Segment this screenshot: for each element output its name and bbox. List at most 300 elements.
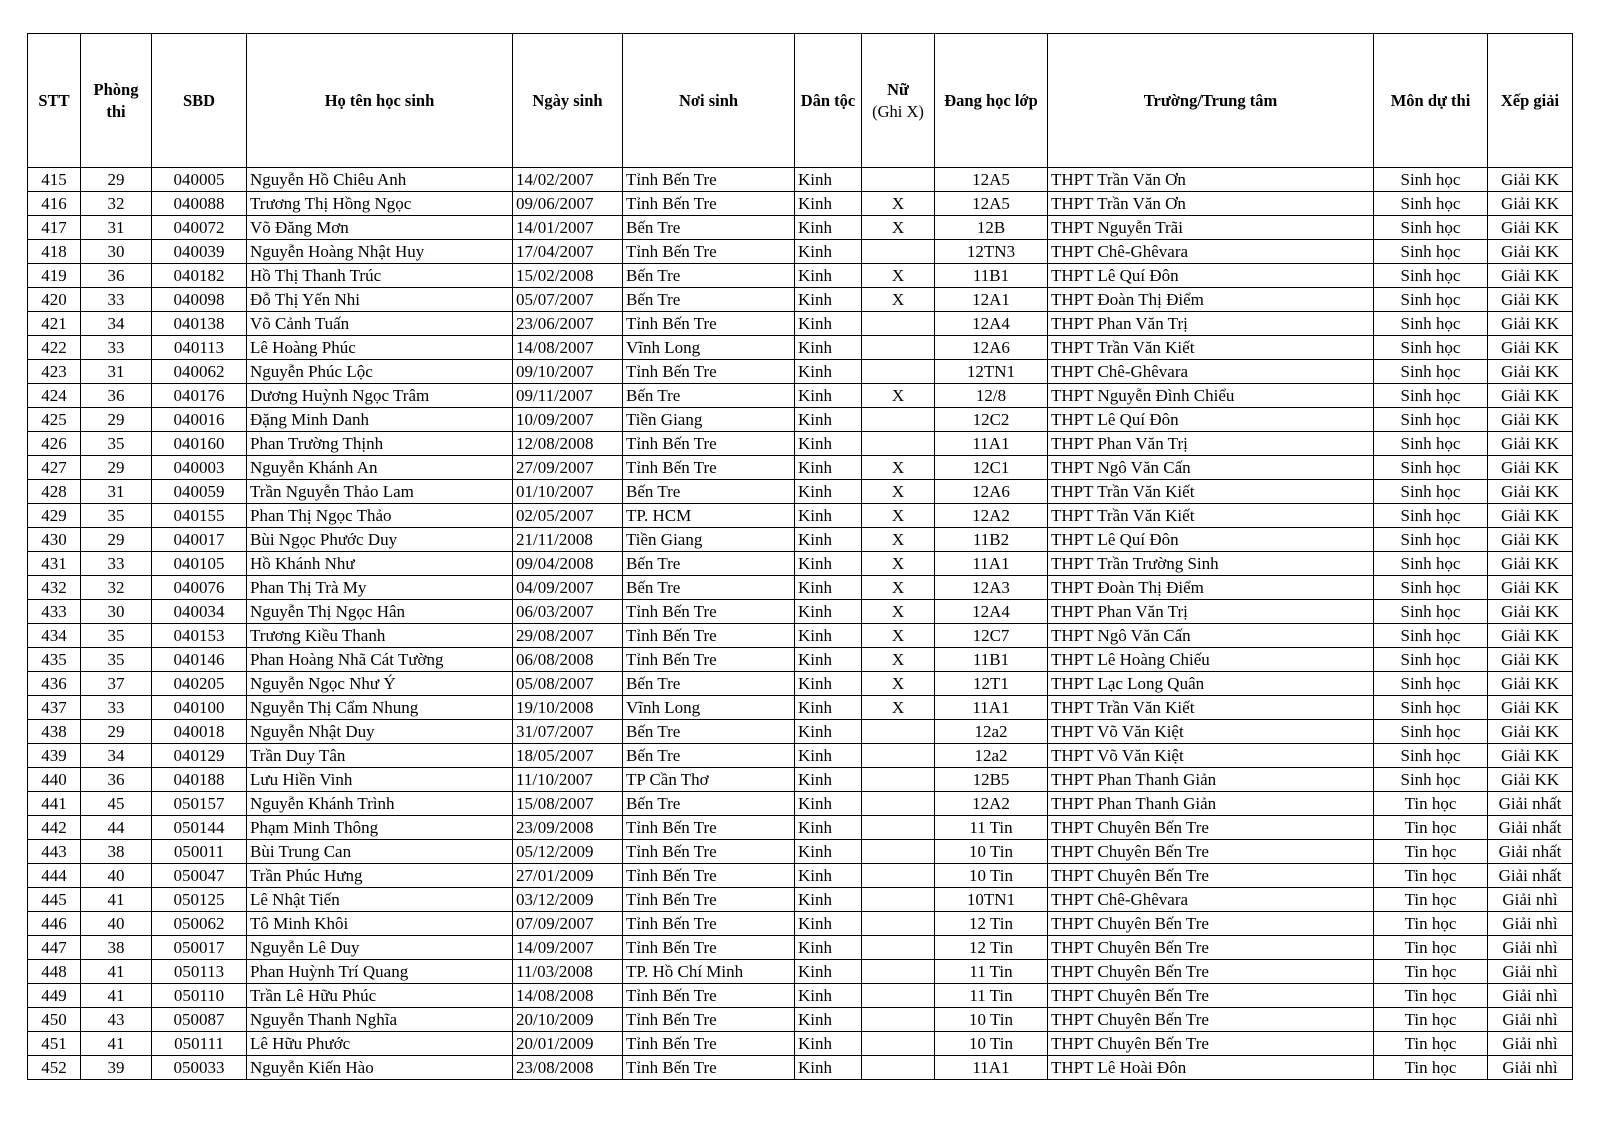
- cell-truong: THPT Ngô Văn Cấn: [1048, 456, 1374, 480]
- cell-ngay-sinh: 14/02/2007: [513, 168, 623, 192]
- cell-ngay-sinh: 29/08/2007: [513, 624, 623, 648]
- cell-lop: 11B1: [935, 264, 1048, 288]
- cell-sbd: 040017: [152, 528, 247, 552]
- cell-nu: X: [862, 480, 935, 504]
- cell-lop: 10 Tin: [935, 1008, 1048, 1032]
- cell-mon: Sinh học: [1374, 624, 1488, 648]
- cell-phong-thi: 36: [81, 768, 152, 792]
- cell-nu: X: [862, 696, 935, 720]
- cell-ngay-sinh: 03/12/2009: [513, 888, 623, 912]
- cell-noi-sinh: Tỉnh Bến Tre: [623, 936, 795, 960]
- table-row: [28, 960, 1573, 984]
- cell-xep-giai: Giải KK: [1488, 672, 1573, 696]
- cell-dan-toc: Kinh: [795, 168, 862, 192]
- cell-sbd: 040100: [152, 696, 247, 720]
- cell-sbd: 040076: [152, 576, 247, 600]
- cell-sbd: 040129: [152, 744, 247, 768]
- cell-noi-sinh: Tỉnh Bến Tre: [623, 840, 795, 864]
- cell-mon: Tin học: [1374, 936, 1488, 960]
- cell-sbd: 040059: [152, 480, 247, 504]
- cell-phong-thi: 33: [81, 288, 152, 312]
- cell-dan-toc: Kinh: [795, 864, 862, 888]
- cell-truong: THPT Trần Trường Sinh: [1048, 552, 1374, 576]
- cell-nu: [862, 1008, 935, 1032]
- cell-phong-thi: 33: [81, 336, 152, 360]
- cell-dan-toc: Kinh: [795, 1008, 862, 1032]
- table-row: [28, 672, 1573, 696]
- table-body: [28, 168, 1573, 1080]
- cell-ho-ten: Phan Thị Trà My: [247, 576, 513, 600]
- cell-stt: 443: [28, 840, 81, 864]
- table-row: [28, 576, 1573, 600]
- cell-ho-ten: Lê Hữu Phước: [247, 1032, 513, 1056]
- header-truong: Trường/Trung tâm: [1048, 34, 1374, 168]
- cell-mon: Tin học: [1374, 888, 1488, 912]
- cell-mon: Sinh học: [1374, 432, 1488, 456]
- cell-mon: Sinh học: [1374, 648, 1488, 672]
- cell-stt: 419: [28, 264, 81, 288]
- cell-lop: 10 Tin: [935, 1032, 1048, 1056]
- table-row: [28, 720, 1573, 744]
- cell-sbd: 050113: [152, 960, 247, 984]
- cell-ho-ten: Hồ Thị Thanh Trúc: [247, 264, 513, 288]
- cell-xep-giai: Giải KK: [1488, 768, 1573, 792]
- header-mon: Môn dự thi: [1374, 34, 1488, 168]
- cell-mon: Tin học: [1374, 1008, 1488, 1032]
- cell-dan-toc: Kinh: [795, 672, 862, 696]
- cell-lop: 12 Tin: [935, 936, 1048, 960]
- cell-xep-giai: Giải nhì: [1488, 936, 1573, 960]
- cell-ho-ten: Phan Hoàng Nhã Cát Tường: [247, 648, 513, 672]
- cell-mon: Sinh học: [1374, 192, 1488, 216]
- cell-truong: THPT Phan Văn Trị: [1048, 432, 1374, 456]
- cell-sbd: 050111: [152, 1032, 247, 1056]
- cell-dan-toc: Kinh: [795, 768, 862, 792]
- cell-ho-ten: Nguyễn Khánh Trình: [247, 792, 513, 816]
- cell-ngay-sinh: 05/12/2009: [513, 840, 623, 864]
- cell-stt: 426: [28, 432, 81, 456]
- cell-nu: [862, 720, 935, 744]
- cell-sbd: 040160: [152, 432, 247, 456]
- cell-dan-toc: Kinh: [795, 744, 862, 768]
- table-row: [28, 888, 1573, 912]
- table-row: [28, 648, 1573, 672]
- cell-stt: 451: [28, 1032, 81, 1056]
- cell-lop: 12A5: [935, 192, 1048, 216]
- table-row: [28, 384, 1573, 408]
- cell-ngay-sinh: 21/11/2008: [513, 528, 623, 552]
- cell-noi-sinh: Bến Tre: [623, 480, 795, 504]
- cell-xep-giai: Giải KK: [1488, 456, 1573, 480]
- cell-xep-giai: Giải nhì: [1488, 1008, 1573, 1032]
- cell-ho-ten: Phan Thị Ngọc Thảo: [247, 504, 513, 528]
- cell-mon: Tin học: [1374, 1032, 1488, 1056]
- cell-ho-ten: Trần Phúc Hưng: [247, 864, 513, 888]
- cell-lop: 11B1: [935, 648, 1048, 672]
- cell-stt: 431: [28, 552, 81, 576]
- table-row: [28, 288, 1573, 312]
- cell-truong: THPT Lê Quí Đôn: [1048, 408, 1374, 432]
- cell-lop: 11A1: [935, 432, 1048, 456]
- cell-nu: X: [862, 216, 935, 240]
- cell-dan-toc: Kinh: [795, 984, 862, 1008]
- cell-mon: Sinh học: [1374, 168, 1488, 192]
- cell-ho-ten: Nguyễn Hồ Chiêu Anh: [247, 168, 513, 192]
- cell-dan-toc: Kinh: [795, 360, 862, 384]
- cell-noi-sinh: Vĩnh Long: [623, 696, 795, 720]
- cell-noi-sinh: Bến Tre: [623, 576, 795, 600]
- cell-phong-thi: 34: [81, 312, 152, 336]
- cell-lop: 12A1: [935, 288, 1048, 312]
- cell-ho-ten: Phạm Minh Thông: [247, 816, 513, 840]
- table-row: [28, 456, 1573, 480]
- cell-dan-toc: Kinh: [795, 288, 862, 312]
- cell-sbd: 050087: [152, 1008, 247, 1032]
- cell-ngay-sinh: 10/09/2007: [513, 408, 623, 432]
- table-row: [28, 240, 1573, 264]
- cell-ngay-sinh: 11/10/2007: [513, 768, 623, 792]
- cell-phong-thi: 29: [81, 528, 152, 552]
- cell-nu: X: [862, 552, 935, 576]
- cell-truong: THPT Chuyên Bến Tre: [1048, 936, 1374, 960]
- cell-ngay-sinh: 06/03/2007: [513, 600, 623, 624]
- cell-xep-giai: Giải KK: [1488, 384, 1573, 408]
- cell-noi-sinh: Bến Tre: [623, 744, 795, 768]
- cell-phong-thi: 29: [81, 720, 152, 744]
- cell-sbd: 040039: [152, 240, 247, 264]
- cell-nu: [862, 1032, 935, 1056]
- cell-phong-thi: 41: [81, 960, 152, 984]
- cell-stt: 440: [28, 768, 81, 792]
- cell-sbd: 040003: [152, 456, 247, 480]
- cell-nu: [862, 168, 935, 192]
- cell-xep-giai: Giải KK: [1488, 336, 1573, 360]
- cell-phong-thi: 31: [81, 480, 152, 504]
- cell-truong: THPT Chuyên Bến Tre: [1048, 840, 1374, 864]
- cell-mon: Tin học: [1374, 792, 1488, 816]
- table-row: [28, 504, 1573, 528]
- table-row: [28, 192, 1573, 216]
- cell-lop: 12TN1: [935, 360, 1048, 384]
- cell-dan-toc: Kinh: [795, 888, 862, 912]
- cell-dan-toc: Kinh: [795, 192, 862, 216]
- cell-phong-thi: 36: [81, 384, 152, 408]
- cell-nu: X: [862, 192, 935, 216]
- cell-ngay-sinh: 05/08/2007: [513, 672, 623, 696]
- cell-stt: 425: [28, 408, 81, 432]
- cell-noi-sinh: Tỉnh Bến Tre: [623, 624, 795, 648]
- cell-noi-sinh: Tỉnh Bến Tre: [623, 168, 795, 192]
- cell-truong: THPT Trần Văn Kiết: [1048, 504, 1374, 528]
- cell-lop: 12A2: [935, 792, 1048, 816]
- cell-phong-thi: 40: [81, 912, 152, 936]
- cell-sbd: 040188: [152, 768, 247, 792]
- cell-mon: Sinh học: [1374, 672, 1488, 696]
- cell-sbd: 040005: [152, 168, 247, 192]
- cell-ho-ten: Trần Duy Tân: [247, 744, 513, 768]
- cell-noi-sinh: Tỉnh Bến Tre: [623, 912, 795, 936]
- cell-stt: 449: [28, 984, 81, 1008]
- cell-ngay-sinh: 09/10/2007: [513, 360, 623, 384]
- cell-mon: Sinh học: [1374, 360, 1488, 384]
- table-row: [28, 816, 1573, 840]
- cell-ho-ten: Võ Đăng Mơn: [247, 216, 513, 240]
- cell-ho-ten: Tô Minh Khôi: [247, 912, 513, 936]
- cell-phong-thi: 34: [81, 744, 152, 768]
- cell-phong-thi: 33: [81, 696, 152, 720]
- cell-truong: THPT Chuyên Bến Tre: [1048, 912, 1374, 936]
- cell-stt: 429: [28, 504, 81, 528]
- cell-ho-ten: Nguyễn Lê Duy: [247, 936, 513, 960]
- cell-dan-toc: Kinh: [795, 408, 862, 432]
- table-row: [28, 312, 1573, 336]
- cell-noi-sinh: Bến Tre: [623, 792, 795, 816]
- table-row: [28, 360, 1573, 384]
- cell-phong-thi: 35: [81, 504, 152, 528]
- cell-truong: THPT Lê Quí Đôn: [1048, 264, 1374, 288]
- header-dan-toc: Dân tộc: [795, 34, 862, 168]
- table-row: [28, 624, 1573, 648]
- cell-nu: [862, 768, 935, 792]
- cell-sbd: 040176: [152, 384, 247, 408]
- cell-stt: 450: [28, 1008, 81, 1032]
- cell-sbd: 040034: [152, 600, 247, 624]
- cell-ngay-sinh: 07/09/2007: [513, 912, 623, 936]
- table-row: [28, 696, 1573, 720]
- cell-nu: [862, 312, 935, 336]
- cell-ngay-sinh: 09/06/2007: [513, 192, 623, 216]
- cell-mon: Sinh học: [1374, 744, 1488, 768]
- cell-noi-sinh: Tỉnh Bến Tre: [623, 432, 795, 456]
- cell-stt: 437: [28, 696, 81, 720]
- cell-mon: Sinh học: [1374, 576, 1488, 600]
- cell-mon: Sinh học: [1374, 408, 1488, 432]
- cell-dan-toc: Kinh: [795, 960, 862, 984]
- cell-sbd: 050144: [152, 816, 247, 840]
- cell-truong: THPT Phan Thanh Giản: [1048, 768, 1374, 792]
- cell-ho-ten: Bùi Trung Can: [247, 840, 513, 864]
- cell-sbd: 050110: [152, 984, 247, 1008]
- header-nu: [862, 34, 935, 168]
- cell-mon: Tin học: [1374, 912, 1488, 936]
- cell-xep-giai: Giải KK: [1488, 192, 1573, 216]
- table-row: [28, 864, 1573, 888]
- cell-stt: 416: [28, 192, 81, 216]
- header-nu-label: Nữ: [887, 79, 909, 99]
- cell-lop: 11 Tin: [935, 816, 1048, 840]
- cell-xep-giai: Giải nhì: [1488, 912, 1573, 936]
- cell-nu: X: [862, 648, 935, 672]
- cell-dan-toc: Kinh: [795, 432, 862, 456]
- cell-nu: [862, 744, 935, 768]
- cell-dan-toc: Kinh: [795, 576, 862, 600]
- cell-ho-ten: Lê Nhật Tiến: [247, 888, 513, 912]
- cell-ngay-sinh: 20/01/2009: [513, 1032, 623, 1056]
- cell-xep-giai: Giải nhì: [1488, 960, 1573, 984]
- cell-mon: Sinh học: [1374, 264, 1488, 288]
- cell-xep-giai: Giải KK: [1488, 552, 1573, 576]
- header-ho-ten: Họ tên học sinh: [247, 34, 513, 168]
- cell-sbd: 040182: [152, 264, 247, 288]
- cell-dan-toc: Kinh: [795, 240, 862, 264]
- cell-phong-thi: 35: [81, 432, 152, 456]
- cell-noi-sinh: Tỉnh Bến Tre: [623, 192, 795, 216]
- cell-lop: 12A6: [935, 480, 1048, 504]
- cell-dan-toc: Kinh: [795, 696, 862, 720]
- cell-lop: 12A2: [935, 504, 1048, 528]
- cell-phong-thi: 33: [81, 552, 152, 576]
- cell-lop: 12B5: [935, 768, 1048, 792]
- cell-lop: 11A1: [935, 1056, 1048, 1080]
- cell-ngay-sinh: 14/09/2007: [513, 936, 623, 960]
- cell-truong: THPT Phan Văn Trị: [1048, 312, 1374, 336]
- cell-ngay-sinh: 11/03/2008: [513, 960, 623, 984]
- header-noi-sinh: Nơi sinh: [623, 34, 795, 168]
- cell-lop: 11 Tin: [935, 960, 1048, 984]
- cell-dan-toc: Kinh: [795, 456, 862, 480]
- table-row: [28, 1056, 1573, 1080]
- cell-nu: X: [862, 624, 935, 648]
- cell-phong-thi: 30: [81, 240, 152, 264]
- cell-xep-giai: Giải KK: [1488, 624, 1573, 648]
- cell-dan-toc: Kinh: [795, 552, 862, 576]
- cell-nu: [862, 984, 935, 1008]
- cell-nu: [862, 792, 935, 816]
- table-row: [28, 768, 1573, 792]
- cell-noi-sinh: Bến Tre: [623, 720, 795, 744]
- cell-stt: 421: [28, 312, 81, 336]
- table-row: [28, 264, 1573, 288]
- cell-stt: 435: [28, 648, 81, 672]
- cell-ho-ten: Nguyễn Nhật Duy: [247, 720, 513, 744]
- cell-xep-giai: Giải KK: [1488, 288, 1573, 312]
- cell-lop: 12A6: [935, 336, 1048, 360]
- cell-lop: 12a2: [935, 744, 1048, 768]
- cell-stt: 448: [28, 960, 81, 984]
- table-row: [28, 432, 1573, 456]
- cell-truong: THPT Đoàn Thị Điểm: [1048, 576, 1374, 600]
- cell-mon: Tin học: [1374, 840, 1488, 864]
- cell-mon: Tin học: [1374, 816, 1488, 840]
- cell-sbd: 050011: [152, 840, 247, 864]
- cell-phong-thi: 30: [81, 600, 152, 624]
- cell-nu: [862, 936, 935, 960]
- cell-xep-giai: Giải nhất: [1488, 840, 1573, 864]
- cell-truong: THPT Ngô Văn Cấn: [1048, 624, 1374, 648]
- cell-noi-sinh: Tỉnh Bến Tre: [623, 984, 795, 1008]
- cell-phong-thi: 40: [81, 864, 152, 888]
- cell-sbd: 040146: [152, 648, 247, 672]
- cell-sbd: 040016: [152, 408, 247, 432]
- cell-truong: THPT Chê-Ghêvara: [1048, 360, 1374, 384]
- cell-truong: THPT Chuyên Bến Tre: [1048, 864, 1374, 888]
- cell-xep-giai: Giải KK: [1488, 720, 1573, 744]
- cell-ngay-sinh: 23/09/2008: [513, 816, 623, 840]
- cell-stt: 441: [28, 792, 81, 816]
- cell-nu: X: [862, 288, 935, 312]
- cell-stt: 422: [28, 336, 81, 360]
- cell-noi-sinh: Bến Tre: [623, 384, 795, 408]
- table-row: [28, 936, 1573, 960]
- cell-mon: Sinh học: [1374, 696, 1488, 720]
- table-row: [28, 528, 1573, 552]
- cell-mon: Tin học: [1374, 984, 1488, 1008]
- cell-noi-sinh: Tỉnh Bến Tre: [623, 1056, 795, 1080]
- cell-ho-ten: Nguyễn Thị Cẩm Nhung: [247, 696, 513, 720]
- cell-truong: THPT Chê-Ghêvara: [1048, 240, 1374, 264]
- cell-truong: THPT Lạc Long Quân: [1048, 672, 1374, 696]
- cell-dan-toc: Kinh: [795, 792, 862, 816]
- cell-lop: 11A1: [935, 696, 1048, 720]
- cell-nu: X: [862, 264, 935, 288]
- cell-phong-thi: 44: [81, 816, 152, 840]
- cell-lop: 11 Tin: [935, 984, 1048, 1008]
- cell-ho-ten: Trần Nguyễn Thảo Lam: [247, 480, 513, 504]
- cell-ho-ten: Võ Cảnh Tuấn: [247, 312, 513, 336]
- cell-sbd: 040098: [152, 288, 247, 312]
- cell-ho-ten: Nguyễn Ngọc Như Ý: [247, 672, 513, 696]
- cell-dan-toc: Kinh: [795, 936, 862, 960]
- cell-sbd: 050017: [152, 936, 247, 960]
- cell-noi-sinh: Tỉnh Bến Tre: [623, 456, 795, 480]
- cell-ngay-sinh: 09/04/2008: [513, 552, 623, 576]
- cell-stt: 427: [28, 456, 81, 480]
- cell-noi-sinh: Bến Tre: [623, 288, 795, 312]
- table-row: [28, 552, 1573, 576]
- cell-phong-thi: 31: [81, 360, 152, 384]
- cell-lop: 12a2: [935, 720, 1048, 744]
- cell-phong-thi: 41: [81, 888, 152, 912]
- cell-nu: X: [862, 576, 935, 600]
- header-lop: Đang học lớp: [935, 34, 1048, 168]
- cell-phong-thi: 45: [81, 792, 152, 816]
- cell-stt: 436: [28, 672, 81, 696]
- cell-ngay-sinh: 31/07/2007: [513, 720, 623, 744]
- table-row: [28, 1008, 1573, 1032]
- cell-ho-ten: Nguyễn Phúc Lộc: [247, 360, 513, 384]
- cell-stt: 424: [28, 384, 81, 408]
- cell-stt: 423: [28, 360, 81, 384]
- cell-ho-ten: Lê Hoàng Phúc: [247, 336, 513, 360]
- cell-ho-ten: Phan Huỳnh Trí Quang: [247, 960, 513, 984]
- cell-stt: 417: [28, 216, 81, 240]
- cell-ho-ten: Nguyễn Hoàng Nhật Huy: [247, 240, 513, 264]
- cell-sbd: 050062: [152, 912, 247, 936]
- cell-dan-toc: Kinh: [795, 384, 862, 408]
- cell-mon: Sinh học: [1374, 480, 1488, 504]
- cell-ho-ten: Phan Trường Thịnh: [247, 432, 513, 456]
- cell-xep-giai: Giải nhất: [1488, 816, 1573, 840]
- cell-phong-thi: 32: [81, 576, 152, 600]
- cell-mon: Sinh học: [1374, 504, 1488, 528]
- cell-sbd: 050157: [152, 792, 247, 816]
- cell-ngay-sinh: 02/05/2007: [513, 504, 623, 528]
- cell-stt: 439: [28, 744, 81, 768]
- cell-stt: 420: [28, 288, 81, 312]
- cell-noi-sinh: Bến Tre: [623, 216, 795, 240]
- cell-nu: [862, 912, 935, 936]
- table-row: [28, 408, 1573, 432]
- cell-ngay-sinh: 27/01/2009: [513, 864, 623, 888]
- cell-stt: 442: [28, 816, 81, 840]
- cell-lop: 11A1: [935, 552, 1048, 576]
- results-table: [27, 33, 1573, 1080]
- cell-sbd: 050125: [152, 888, 247, 912]
- cell-xep-giai: Giải KK: [1488, 600, 1573, 624]
- cell-lop: 12C7: [935, 624, 1048, 648]
- cell-nu: [862, 360, 935, 384]
- cell-lop: 12A5: [935, 168, 1048, 192]
